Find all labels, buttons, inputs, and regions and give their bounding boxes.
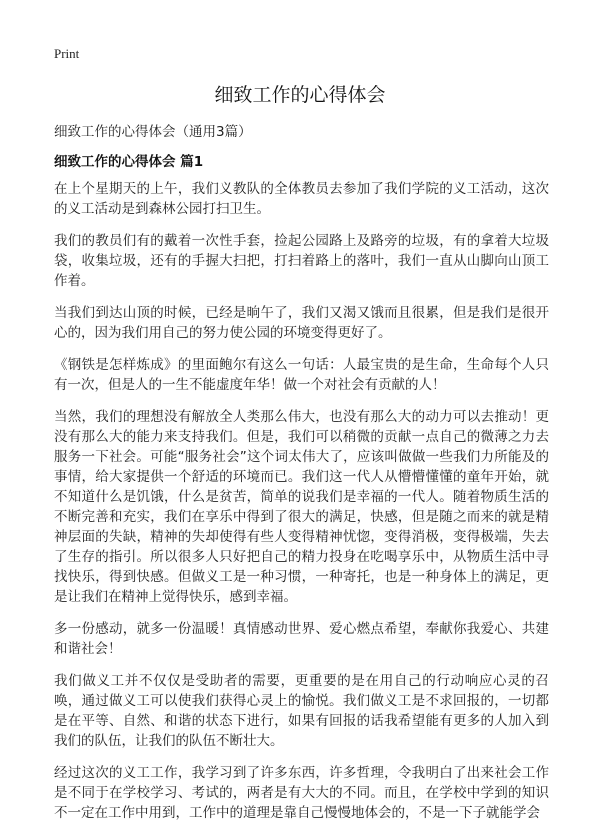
paragraph: 《钢铁是怎样炼成》的里面鲍尔有这么一句话：人最宝贵的是生命，生命每个人只有一次，但是人的一生不能虚度年华！做一个对社会有贡献的人！ xyxy=(54,357,549,393)
page-title: 细致工作的心得体会 xyxy=(214,84,386,106)
paragraph: 在上个星期天的上午，我们义教队的全体教员去参加了我们学院的义工活动，这次的义工活动是到森林公园打扫卫生。 xyxy=(54,181,549,217)
section-heading: 细致工作的心得体会 篇1 xyxy=(54,154,204,170)
print-link[interactable]: Print xyxy=(54,46,80,61)
paragraph: 我们做义工并不仅仅是受助者的需要，更重要的是在用自己的行动响应心灵的召唤，通过做义工可以使我们获得心灵上的愉悦。我们做义工是不求回报的，一切都是在平等、自然、和谐的状态下进行，如果有回报的话我希望能有更多的人加入到我们的队伍，让我们的队伍不断壮大。 xyxy=(54,673,549,749)
document-subtitle: 细致工作的心得体会（通用3篇） xyxy=(54,124,252,140)
paragraph: 我们的教员们有的戴着一次性手套，捡起公园路上及路旁的垃圾，有的拿着大垃圾袋，收集垃圾，还有的手握大扫把，打扫着路上的落叶，我们一直从山脚向山顶工作着。 xyxy=(54,233,549,289)
paragraph: 当然，我们的理想没有解放全人类那么伟大，也没有那么大的动力可以去推动！更没有那么大的能力来支持我们。但是，我们可以稍微的贡献一点自己的微薄之力去服务一下社会。可能“服务社会”这个词太伟大了，应该叫做做一些我们力所能及的事情，给大家提供一个舒适的环境而已。我们这一代人从懵懵懂懂的童年开始，就不知道什么是饥饿，什么是贫苦，简单的说我们是幸福的一代人。随着物质生活的不断完善和充实，我们在享乐中得到了很大的满足，快感，但是随之而来的就是精神层面的失缺，精神的失却使得有些人变得精神忧惚，变得消极，变得极端，失去了生存的指引。所以很多人只好把自己的精力投身在吃喝享乐中，从物质生活中寻找快乐，得到快感。但做义工是一种习惯，一种寄托，也是一种身体上的满足，更是让我们在精神上觉得快乐，感到幸福。 xyxy=(54,409,549,605)
article-body xyxy=(54,179,549,835)
paragraph: 多一份感动，就多一份温暖！真情感动世界、爱心燃点希望，奉献你我爱心、共建和谐社会！ xyxy=(54,621,549,657)
paragraph: 经过这次的义工工作，我学习到了许多东西，许多哲理，令我明白了出来社会工作是不同于在学校学习、考试的，两者是有大大的不同。而且，在学校中学到的知识不一定在工作中用到，工作中的道理是靠自己慢慢地体会的，不是一下子就能学会 xyxy=(54,765,549,821)
paragraph: 当我们到达山顶的时候，已经是晌午了，我们又渴又饿而且很累，但是我们是很开心的，因为我们用自己的努力使公园的环境变得更好了。 xyxy=(54,305,549,341)
